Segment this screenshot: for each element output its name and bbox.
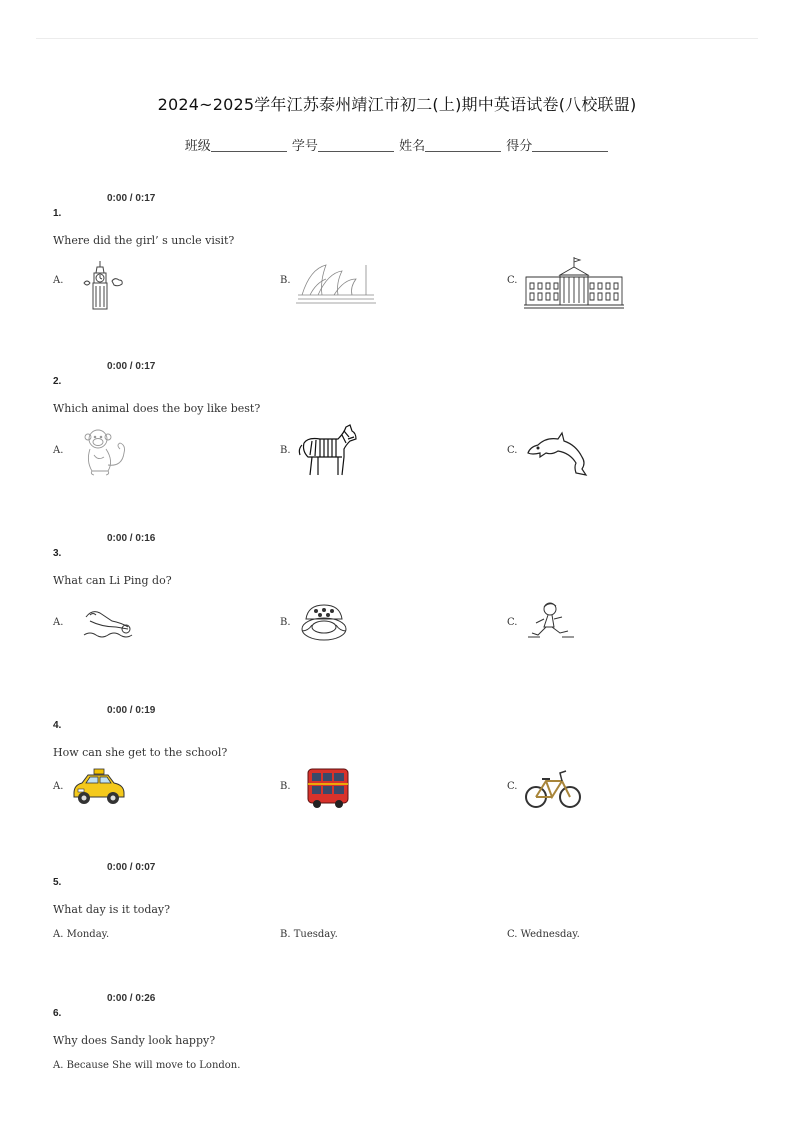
student-id-label: 学号 <box>291 139 318 154</box>
question-number: 2. <box>53 376 62 387</box>
running-icon <box>526 601 576 641</box>
name-label: 姓名 <box>399 139 426 154</box>
class-label: 班级 <box>184 139 211 154</box>
skating-icon <box>298 601 350 643</box>
question-stem: What day is it today? <box>53 903 171 916</box>
bicycle-icon <box>524 767 582 811</box>
option-c[interactable]: C. <box>507 617 518 628</box>
audio-time[interactable]: 0:00 / 0:16 <box>107 533 156 544</box>
option-c[interactable]: C. <box>507 445 518 456</box>
double-decker-bus-icon <box>304 767 352 809</box>
dolphin-icon <box>524 431 590 477</box>
score-label: 得分 <box>506 139 533 154</box>
option-b[interactable]: B. <box>280 781 291 792</box>
option-a[interactable]: A. <box>53 781 64 792</box>
sydney-opera-house-icon <box>296 261 378 307</box>
option-c[interactable]: C. <box>507 275 518 286</box>
question-number: 3. <box>53 548 62 559</box>
question-number: 1. <box>53 208 62 219</box>
option-b[interactable]: B. <box>280 617 291 628</box>
top-divider <box>36 38 758 39</box>
option-a[interactable]: A. Because She will move to London. <box>53 1060 241 1071</box>
swimming-icon <box>82 607 138 641</box>
student-info-line <box>0 135 794 154</box>
option-a[interactable]: A. <box>53 617 64 628</box>
option-a[interactable]: A. <box>53 275 64 286</box>
class-blank[interactable] <box>211 140 287 152</box>
question-stem: Where did the girl’ s uncle visit? <box>53 234 235 247</box>
page-title: 2024~2025学年江苏泰州靖江市初二(上)期中英语试卷(八校联盟) <box>157 95 637 114</box>
white-house-icon <box>524 255 624 309</box>
audio-time[interactable]: 0:00 / 0:07 <box>107 862 156 873</box>
question-stem: Which animal does the boy like best? <box>53 402 261 415</box>
question-stem: How can she get to the school? <box>53 746 228 759</box>
option-b[interactable]: B. <box>280 445 291 456</box>
question-number: 5. <box>53 877 62 888</box>
zebra-icon <box>298 423 360 481</box>
option-c[interactable]: C. Wednesday. <box>507 929 580 940</box>
option-b[interactable]: B. Tuesday. <box>280 929 338 940</box>
audio-time[interactable]: 0:00 / 0:17 <box>107 193 156 204</box>
student-id-blank[interactable] <box>318 140 394 152</box>
audio-time[interactable]: 0:00 / 0:19 <box>107 705 156 716</box>
option-a[interactable]: A. <box>53 445 64 456</box>
score-blank[interactable] <box>532 140 608 152</box>
name-blank[interactable] <box>425 140 501 152</box>
question-number: 6. <box>53 1008 62 1019</box>
option-c[interactable]: C. <box>507 781 518 792</box>
question-stem: Why does Sandy look happy? <box>53 1034 216 1047</box>
option-b[interactable]: B. <box>280 275 291 286</box>
taxi-icon <box>70 767 126 807</box>
option-a[interactable]: A. Monday. <box>53 929 110 940</box>
question-stem: What can Li Ping do? <box>53 574 172 587</box>
audio-time[interactable]: 0:00 / 0:17 <box>107 361 156 372</box>
question-number: 4. <box>53 720 62 731</box>
big-ben-icon <box>80 259 126 311</box>
audio-time[interactable]: 0:00 / 0:26 <box>107 993 156 1004</box>
monkey-icon <box>80 427 134 477</box>
